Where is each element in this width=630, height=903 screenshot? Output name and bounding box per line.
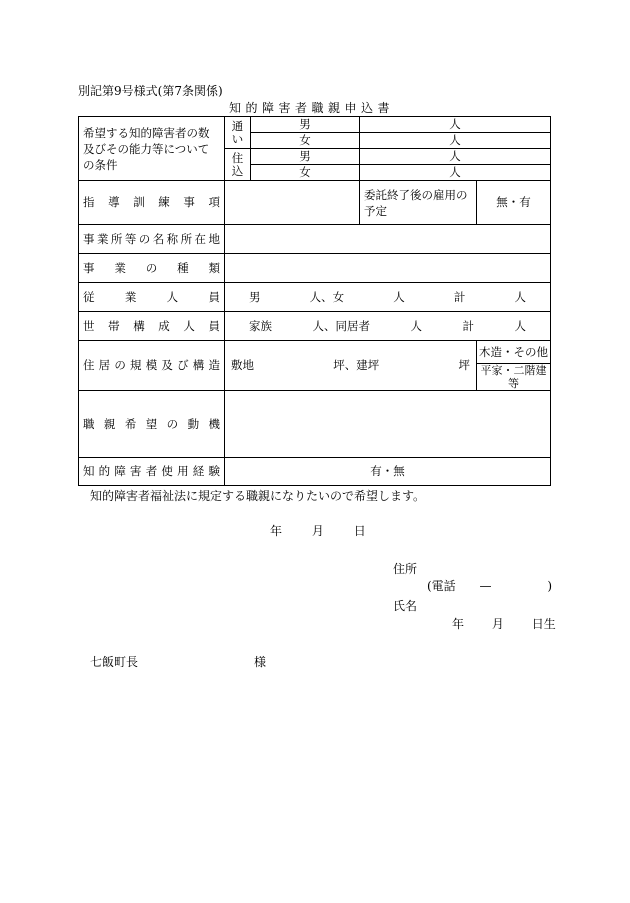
residence-structure-type[interactable]: 木造・その他	[477, 341, 551, 364]
motive-label: 職親希望の動機	[79, 391, 225, 458]
household-field[interactable]	[225, 312, 551, 341]
employment-plan-label: 委託終了後の雇用の予定	[360, 181, 477, 225]
experience-value[interactable]: 有・無	[225, 458, 551, 486]
employees-row	[79, 283, 551, 312]
application-table	[78, 116, 551, 486]
address-label: 住所	[393, 562, 418, 576]
employees-male: 男	[249, 289, 261, 304]
office-label: 事業所等の名称所在地	[79, 225, 225, 254]
live-in-male-count[interactable]: 人	[360, 149, 551, 165]
residence-label: 住居の規模及び構造	[79, 341, 225, 391]
date-month: 月	[311, 524, 324, 538]
household-row	[79, 312, 551, 341]
phone-close: )	[547, 579, 553, 593]
date-year: 年	[270, 524, 283, 538]
office-row	[79, 225, 551, 254]
employees-person: 人	[393, 289, 405, 304]
date-line[interactable]	[270, 522, 366, 539]
office-field[interactable]	[225, 225, 551, 254]
residence-size-field[interactable]	[225, 341, 477, 391]
birthdate-line[interactable]	[452, 615, 556, 632]
recipient-honorific: 様	[254, 655, 267, 669]
training-row	[79, 181, 551, 225]
commute-male-label: 男	[251, 117, 360, 133]
experience-row	[79, 458, 551, 486]
commute-male-count[interactable]: 人	[360, 117, 551, 133]
motive-row	[79, 391, 551, 458]
form-title: 知的障害者職親申込書	[229, 101, 395, 115]
experience-label: 知的障害者使用経験	[79, 458, 225, 486]
form-reference: 別記第9号様式(第7条関係)	[78, 84, 223, 98]
training-field[interactable]	[225, 181, 360, 225]
motive-field[interactable]	[225, 391, 551, 458]
training-label: 指導訓練事項	[79, 181, 225, 225]
residence-tsubo: 坪	[458, 358, 470, 372]
household-family: 家族	[249, 318, 272, 333]
residence-site: 敷地	[231, 358, 254, 372]
commute-female-count[interactable]: 人	[360, 133, 551, 149]
business-row	[79, 254, 551, 283]
recipient-name: 七飯町長	[90, 655, 139, 669]
birth-day: 日生	[531, 617, 556, 631]
business-field[interactable]	[225, 254, 551, 283]
employees-total: 計	[453, 289, 466, 304]
name-label: 氏名	[393, 599, 418, 613]
date-day: 日	[353, 524, 366, 538]
birth-month: 月	[491, 617, 504, 631]
employees-female: 人、女	[309, 289, 345, 304]
employment-plan-value[interactable]: 無・有	[477, 181, 551, 225]
business-label: 事業の種類	[79, 254, 225, 283]
household-total: 計	[462, 318, 474, 333]
desired-conditions-label: 希望する知的障害者の数及びその能力等についての条件	[79, 117, 225, 181]
residence-structure-floors[interactable]: 平家・二階建等	[477, 364, 551, 391]
residence-row-1	[79, 341, 551, 364]
live-in-female-label: 女	[251, 165, 360, 181]
statement-text: 知的障害者福祉法に規定する職親になりたいので希望します。	[90, 489, 426, 503]
residence-building: 坪、建坪	[333, 358, 380, 372]
phone-open: (電話	[427, 579, 456, 593]
birth-year: 年	[452, 617, 465, 631]
household-person: 人	[410, 318, 422, 333]
employees-total-person: 人	[514, 289, 526, 304]
household-cohabitant: 人、同居者	[312, 318, 370, 333]
phone-dash: —	[479, 579, 492, 593]
commute-female-label: 女	[251, 133, 360, 149]
employees-field[interactable]	[225, 283, 551, 312]
live-in-female-count[interactable]: 人	[360, 165, 551, 181]
commute-label: 通い	[225, 117, 251, 149]
employees-label: 従業人員	[79, 283, 225, 312]
phone-line[interactable]	[427, 577, 552, 594]
desired-commute-male-row	[79, 117, 551, 133]
household-label: 世帯構成人員	[79, 312, 225, 341]
live-in-label: 住込	[225, 149, 251, 181]
household-total-person: 人	[514, 318, 526, 333]
live-in-male-label: 男	[251, 149, 360, 165]
